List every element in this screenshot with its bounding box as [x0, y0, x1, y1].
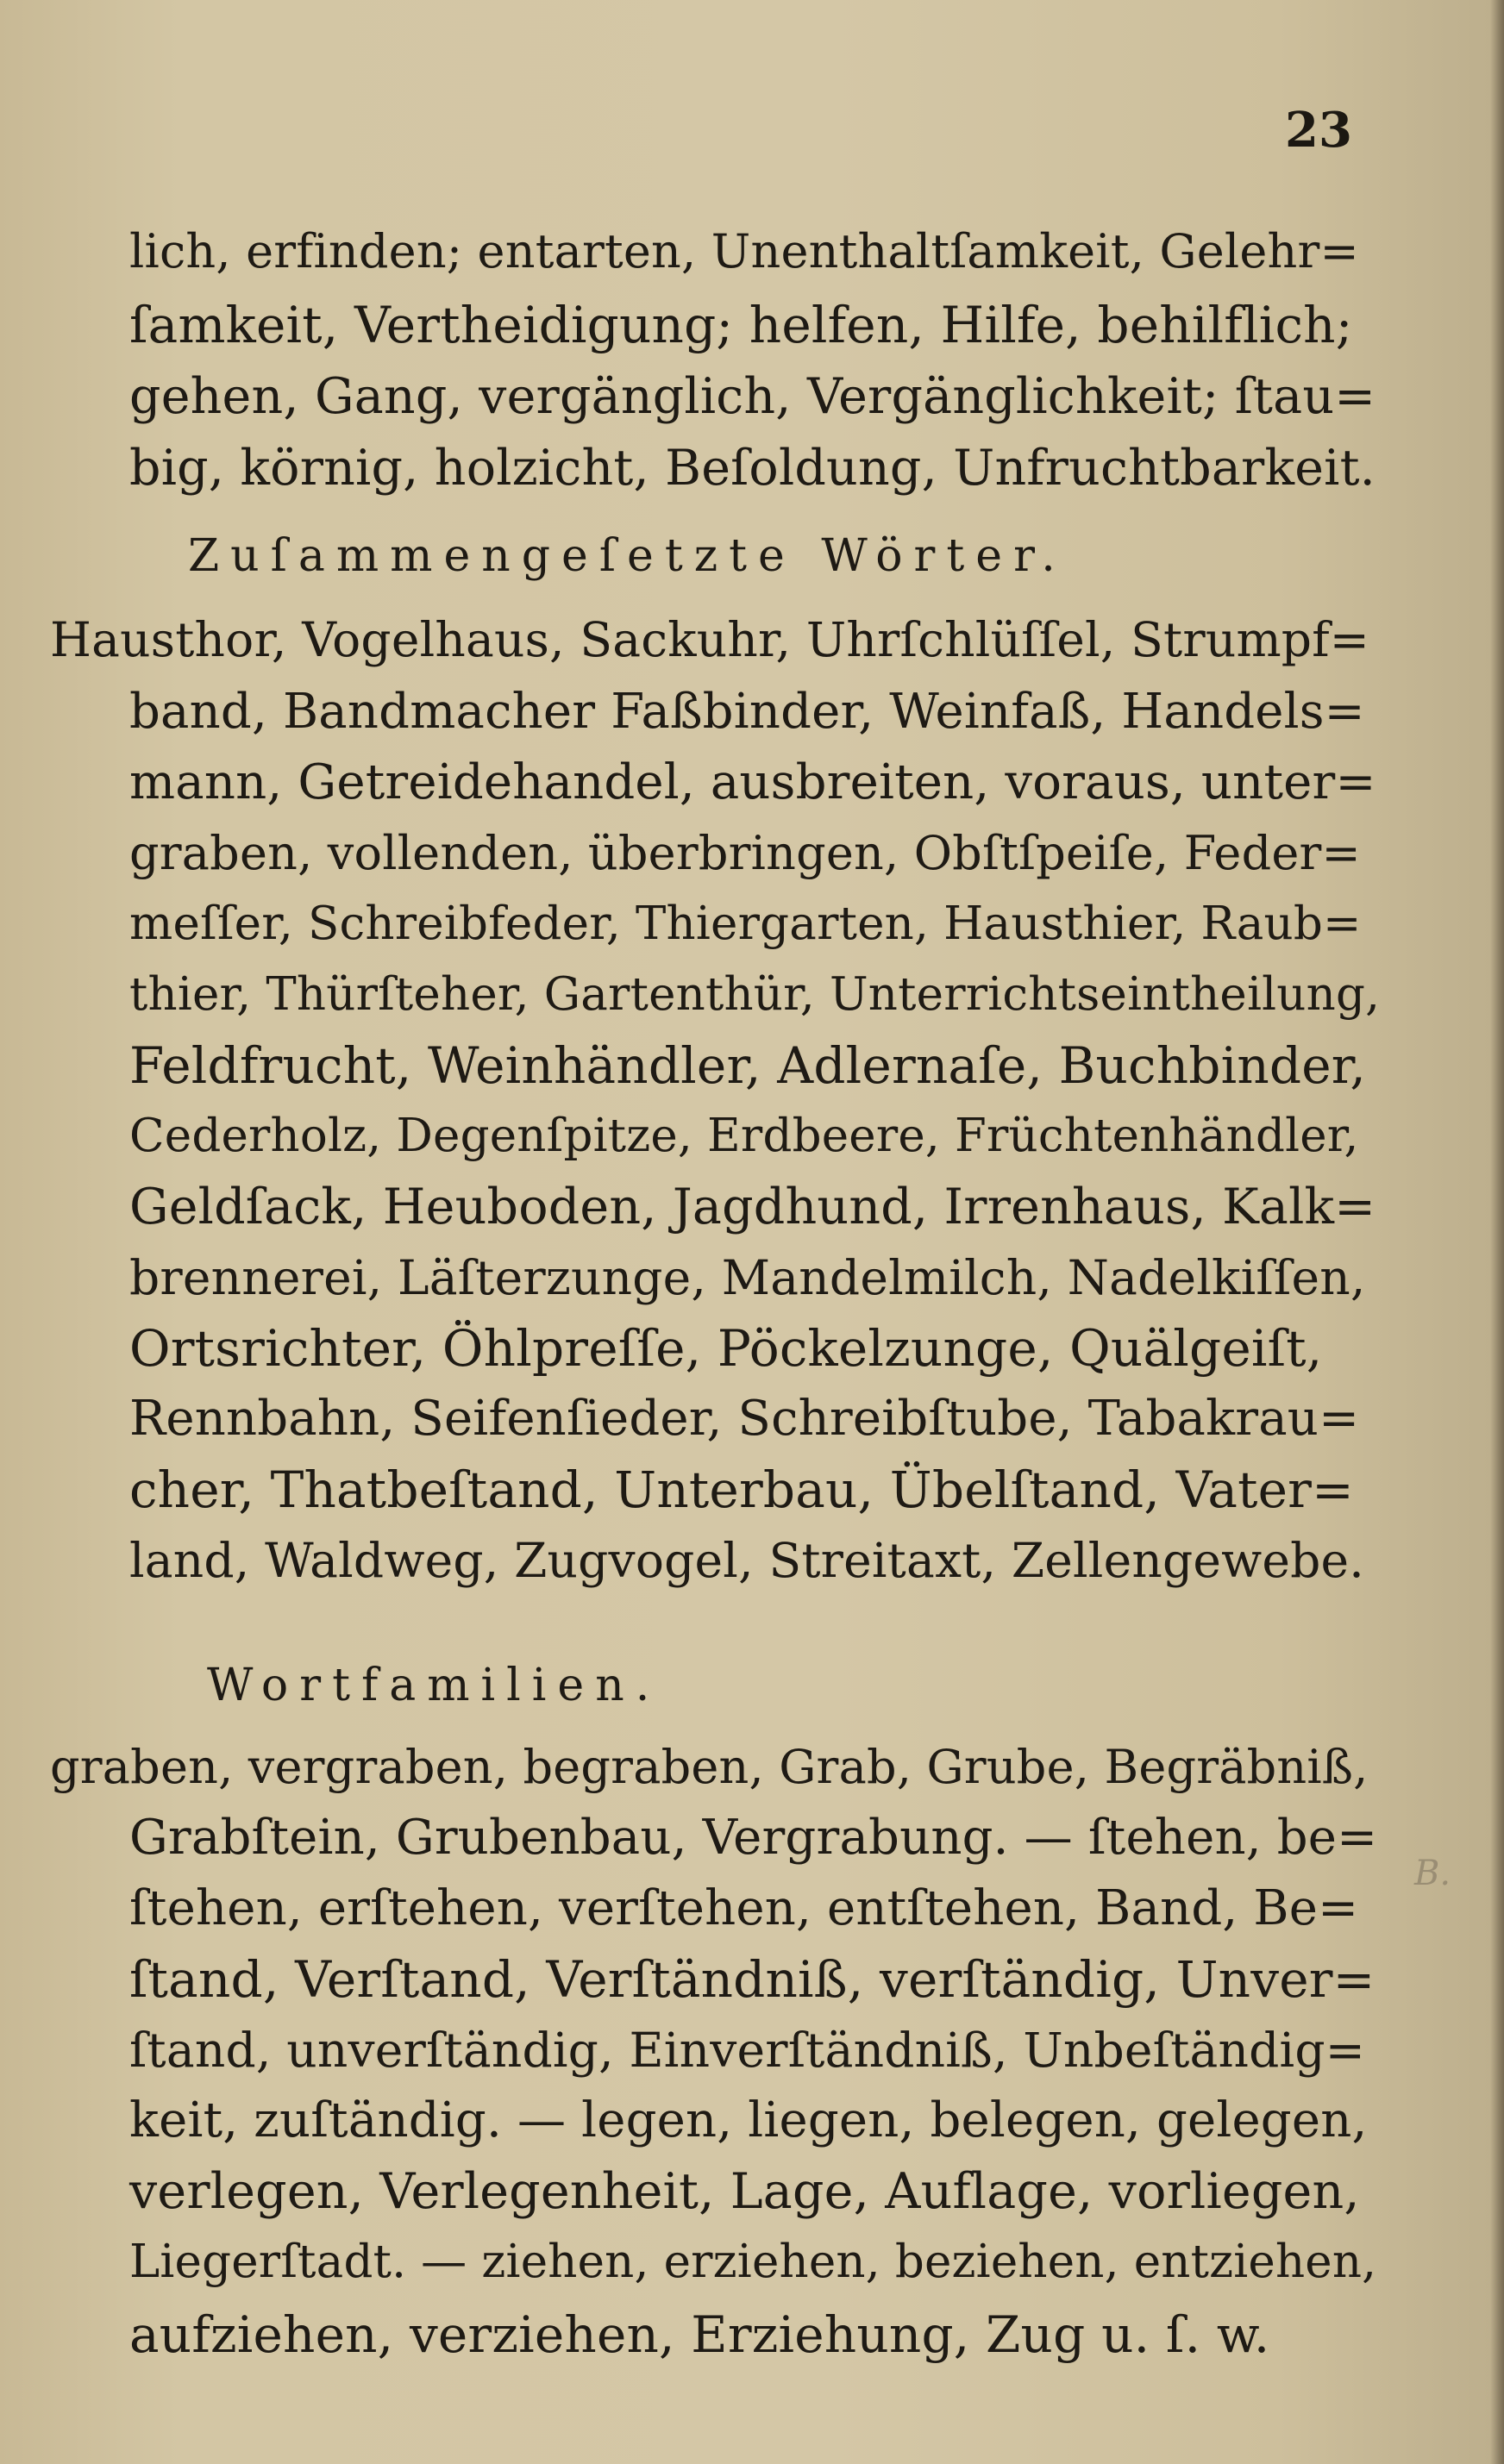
text-line: ſtehen, erſtehen, verſtehen, entſtehen, Band, Be= [129, 1880, 1359, 1936]
text-line: Grabſtein, Grubenbau, Vergrabung. — ſtehen, be= [129, 1810, 1378, 1866]
text-line: verlegen, Verlegenheit, Lage, Auflage, vorliegen, [129, 2163, 1360, 2220]
section-heading-word-families: Wortfamilien. [207, 1660, 661, 1711]
page-edge-shadow [1490, 0, 1504, 2464]
text-line: aufziehen, verziehen, Erziehung, Zug u. ſ. w. [129, 2305, 1270, 2364]
text-line: keit, zuſtändig. — legen, liegen, belegen, gelegen, [129, 2092, 1368, 2148]
text-line: ſtand, Verſtand, Verſtändniß, verſtändig, Unver= [129, 1950, 1376, 2009]
text-line: Ortsrichter, Öhlpreſſe, Pöckelzunge, Quälgeiſt, [129, 1319, 1323, 1378]
text-line: mann, Getreidehandel, ausbreiten, voraus, unter= [129, 754, 1376, 810]
text-line: Rennbahn, Seifenſieder, Schreibſtube, Tabakrau= [129, 1391, 1360, 1447]
text-line: lich, erfinden; entarten, Unenthaltſamkeit, Gelehr= [129, 224, 1359, 278]
text-line: ſamkeit, Vertheidigung; helfen, Hilfe, behilflich; [129, 296, 1353, 354]
text-line: big, körnig, holzicht, Beſoldung, Unfruchtbarkeit. [129, 440, 1376, 497]
text-line: brennerei, Läſterzunge, Mandelmilch, Nadelkiſſen, [129, 1250, 1366, 1305]
text-line: Cederholz, Degenſpitze, Erdbeere, Früchtenhändler, [129, 1110, 1359, 1162]
text-line: band, Bandmacher Faßbinder, Weinfaß, Handels= [129, 684, 1365, 740]
text-line: ſtand, unverſtändig, Einverſtändniß, Unbeſtändig= [129, 2023, 1366, 2078]
text-line: graben, vergraben, begraben, Grab, Grube, Begräbniß, [50, 1740, 1369, 1794]
section-heading-compound-words: Zuſammengeſetzte Wörter. [188, 530, 1067, 582]
margin-annotation: B. [1414, 1854, 1451, 1893]
text-line: thier, Thürſteher, Gartenthür, Unterrichtseintheilung, [129, 968, 1381, 1021]
text-line: cher, Thatbeſtand, Unterbau, Übelſtand, Vater= [129, 1460, 1354, 1519]
text-line: graben, vollenden, überbringen, Obſtſpeiſe, Feder= [129, 826, 1361, 880]
text-line: Geldſack, Heuboden, Jagdhund, Irrenhaus, Kalk= [129, 1179, 1376, 1235]
page-number: 23 [1285, 102, 1352, 159]
text-line: Hausthor, Vogelhaus, Sackuhr, Uhrſchlüſſel, Strumpf= [50, 612, 1370, 667]
text-line: Liegerſtadt. — ziehen, erziehen, beziehen, entziehen, [129, 2236, 1377, 2288]
text-line: gehen, Gang, vergänglich, Vergänglichkeit; ſtau= [129, 368, 1376, 425]
text-line: meſſer, Schreibfeder, Thiergarten, Hausthier, Raub= [129, 897, 1362, 950]
text-line: Feldfrucht, Weinhändler, Adlernaſe, Buchbinder, [129, 1036, 1366, 1095]
text-line: land, Waldweg, Zugvogel, Streitaxt, Zellengewebe. [129, 1533, 1364, 1588]
